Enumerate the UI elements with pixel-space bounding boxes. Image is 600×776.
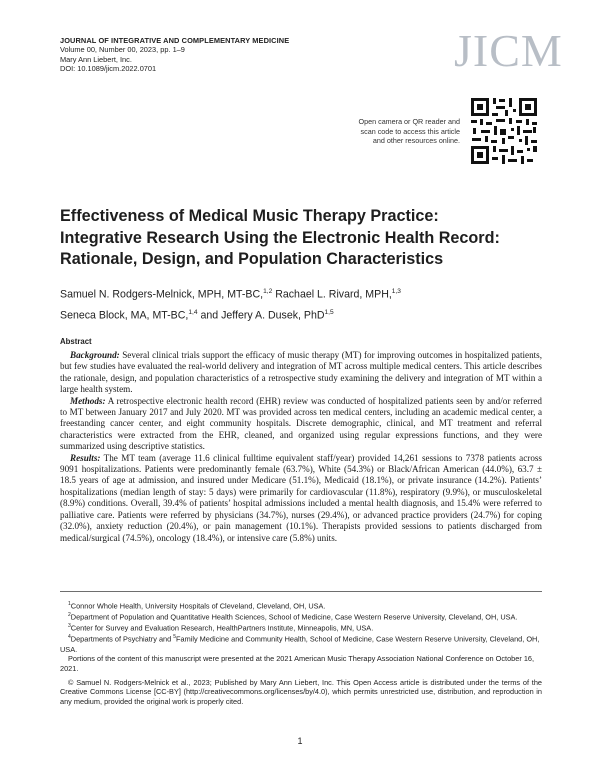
author-affiliation: 1,3: [391, 288, 401, 295]
presented-note: Portions of the content of this manuscript were presented at the 2021 American Music Therapy Association National Conference on October 16, 2021.: [60, 654, 535, 673]
author-list: [60, 283, 530, 324]
author-affiliation: 1,4: [188, 308, 198, 316]
footnote-text: Department of Population and Quantitative Health Sciences, School of Medicine, Case Western Reserve University, Cleveland, OH, USA.: [70, 612, 518, 622]
qr-code-icon[interactable]: [469, 96, 539, 166]
footnote-text: Family Medicine and Community Health, School of Medicine, Case Western Reserve University, Cleveland, OH, USA.: [60, 634, 540, 654]
abstract-results: [60, 453, 542, 544]
title-line: Effectiveness of Medical Music Therapy Practice:: [60, 207, 439, 225]
methods-label: Methods:: [70, 395, 106, 406]
footnote-text: Connor Whole Health, University Hospitals of Cleveland, Cleveland, OH, USA.: [70, 601, 326, 611]
footnotes: [60, 600, 542, 707]
author-line: [60, 304, 530, 325]
license-statement: © Samuel N. Rodgers-Melnick et al., 2023; Published by Mary Ann Liebert, Inc. This Open Access article is distributed under the terms of the Creative Commons License [CC-BY] (http://creativecommons.org/licenses/by/4.0), which permits unrestricted use, distribution, and reproduction in any medium, provided the original work is properly cited.: [60, 677, 542, 707]
footnote-marker: 2: [68, 612, 71, 619]
author-name: and Jeffery A. Dusek, PhD: [197, 309, 325, 322]
author-name: Seneca Block, MA, MT-BC,: [60, 309, 189, 322]
affiliation-footnote: [60, 633, 542, 654]
doi[interactable]: DOI: 10.1089/jicm.2022.0701: [60, 64, 157, 74]
author-name: Samuel N. Rodgers-Melnick, MPH, MT-BC,: [60, 288, 264, 301]
abstract-heading: Abstract: [60, 337, 92, 346]
author-affiliation: 1,2: [263, 288, 273, 295]
abstract-background: [60, 350, 542, 396]
author-affiliation: 1,5: [324, 308, 334, 316]
qr-note: [340, 117, 460, 146]
author-line: [60, 283, 530, 304]
journal-header: [60, 36, 289, 74]
abstract-body: [60, 350, 542, 544]
footnote-marker: 5: [173, 634, 177, 641]
qr-note-line: Open camera or QR reader and: [358, 117, 460, 126]
background-label: Background:: [70, 350, 120, 360]
abstract-methods: [60, 396, 542, 453]
qr-note-line: scan code to access this article: [360, 126, 460, 136]
affiliation-footnote: [60, 611, 542, 622]
footnote-divider: [60, 591, 542, 592]
title-line: Integrative Research Using the Electronic Health Record:: [60, 228, 500, 247]
background-text: Several clinical trials support the efficacy of music therapy (MT) for improving outcomes in hospitalized patients, but few studies have evaluated the real-world delivery and integration of MT across multiple medical centers. This article describes the rationale, design, and population characteristics of a retrospective study examining the delivery and integration of MT within a large health system.: [60, 350, 542, 395]
footnote-text: Departments of Psychiatry and: [70, 634, 174, 644]
volume-info: Volume 00, Number 00, 2023, pp. 1–9: [60, 45, 185, 55]
methods-text: A retrospective electronic health record (EHR) review was conducted of hospitalized patients seen by and/or referred to MT between January 2017 and July 2020. MT was provided across ten medical centers, including an academic medical center, a freestanding cancer center, and eight community hospitals. Discrete demographic, clinical, and MT treatment and referral characteristics were extracted from the EHR, cleaned, and organized using regular expressions functions, and they were summarized using descriptive statistics.: [60, 395, 542, 452]
publisher: Mary Ann Liebert, Inc.: [60, 54, 132, 64]
affiliation-footnote: [60, 600, 542, 611]
jicm-logo: JICM: [454, 25, 563, 76]
qr-note-line: and other resources online.: [372, 136, 460, 146]
article-title: [60, 206, 550, 271]
results-label: Results:: [70, 452, 101, 463]
results-text: The MT team (average 11.6 clinical fulltime equivalent staff/year) provided 14,261 sessions to 7378 patients across 9091 hospitalizations. Patients were predominantly female (63.7%), White (54.3%) or Black/African American (44.0%), 63.7 ± 18.5 years of age at admission, and insured under Medicare (51.1%), Medicaid (18.1%), or private insurance (14.2%). Patients’ hospitalizations (median length of stay: 5 days) were primarily for cardiovascular (11.8%), respiratory (9.9%), or musculoskeletal (8.9%) conditions. Overall, 39.4% of patients’ hospital admissions included a mental health diagnosis, and 15.4% were referred to palliative care. Patients were referred by physicians (34.7%), nurses (29.4%), or advanced practice providers (24.7%) for coping (32.0%), anxiety reduction (20.4%), or pain management (10.1%). Therapists provided sessions to patients discharged from medical/surgical (74.5%), oncology (18.4%), or intensive care (5.8%) units.: [60, 452, 542, 543]
journal-name: JOURNAL OF INTEGRATIVE AND COMPLEMENTARY MEDICINE: [60, 36, 290, 45]
footnote-marker: 4: [68, 634, 71, 641]
footnote-marker: 3: [68, 623, 71, 630]
affiliation-footnote: [60, 622, 542, 633]
footnote-text: Center for Survey and Evaluation Research, HealthPartners Institute, Minneapolis, MN, USA.: [70, 623, 374, 633]
footnote-marker: 1: [68, 601, 71, 607]
page-number: 1: [297, 736, 303, 746]
title-line: Rationale, Design, and Population Characteristics: [60, 250, 444, 268]
author-name: Rachael L. Rivard, MPH,: [272, 288, 392, 301]
